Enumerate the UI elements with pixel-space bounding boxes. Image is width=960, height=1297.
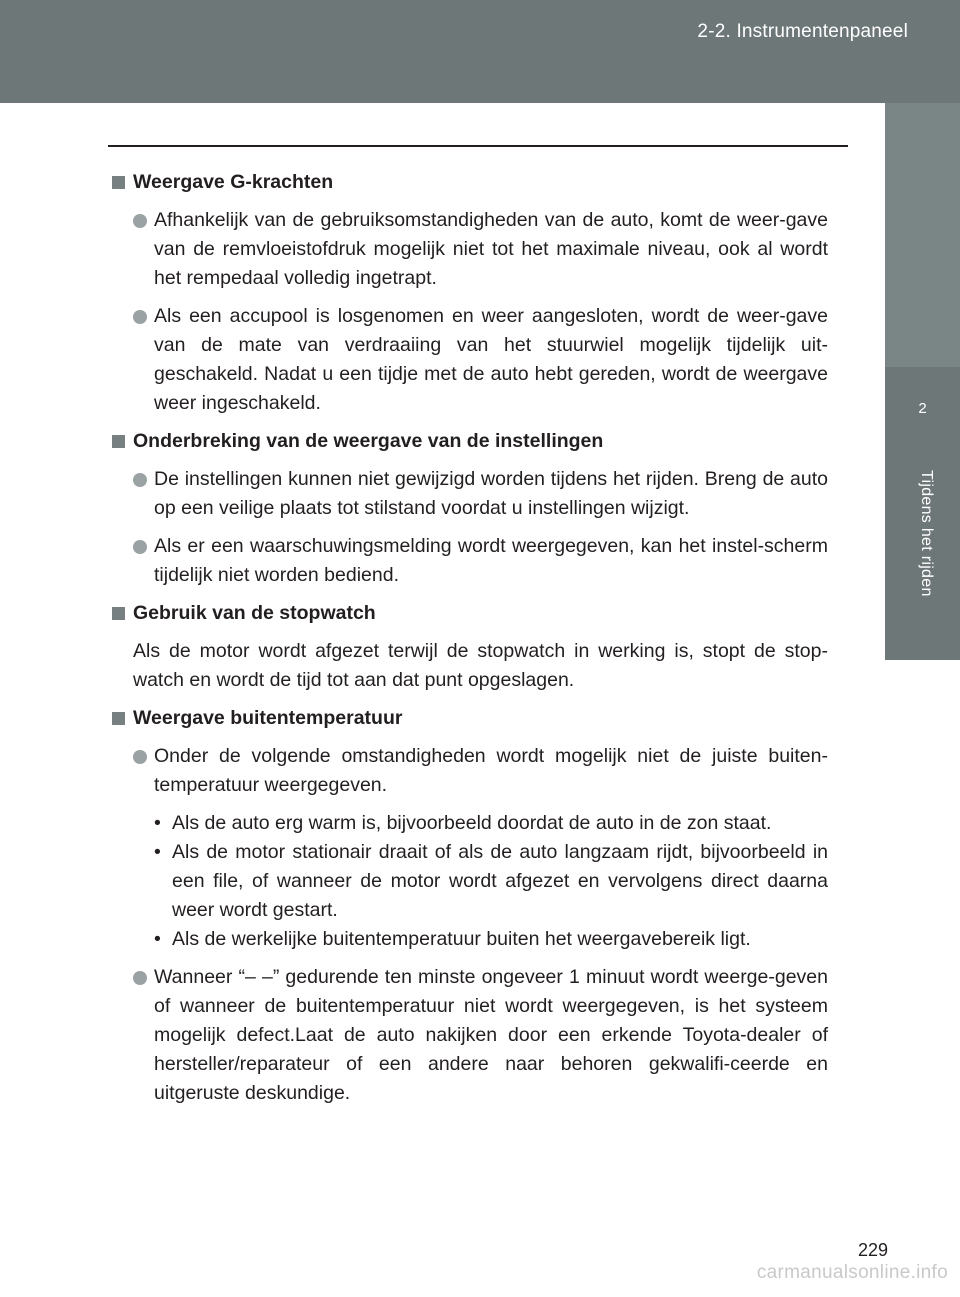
- square-bullet-icon: [112, 712, 125, 725]
- top-divider: [108, 145, 848, 147]
- dot-marker: •: [154, 812, 161, 834]
- list-item: Als een accupool is losgenomen en weer aangesloten, wordt de weer-gave van de mate van verdraaiing van het stuurwiel mogelijk tijdelijk uit-geschakeld. Nadat u een tijdje met de auto hebt gereden, wordt de weergave weer ingeschakeld.: [112, 302, 828, 418]
- list-item: Wanneer “– –” gedurende ten minste ongeveer 1 minuut wordt weerge-geven of wanneer de buitentemperatuur niet wordt weergegeven, is het systeem mogelijk defect.Laat de auto nakijken door een erkende Toyota-dealer of hersteller/reparateur of een andere naar behoren gekwalifi-ceerde en uitgeruste deskundige.: [112, 963, 828, 1108]
- circle-bullet-icon: [133, 971, 147, 985]
- sub-list-item: • Als de motor stationair draait of als de auto langzaam rijdt, bijvoorbeeld in een file, of wanneer de motor wordt afgezet en vervolgens direct daarna weer wordt gestart.: [112, 838, 828, 925]
- section-heading-settings-interruption: Onderbreking van de weergave van de instellingen: [112, 427, 828, 456]
- square-bullet-icon: [112, 176, 125, 189]
- square-bullet-icon: [112, 607, 125, 620]
- circle-bullet-icon: [133, 750, 147, 764]
- watermark: carmanualsonline.info: [756, 1262, 948, 1283]
- section-title: 2-2. Instrumentenpaneel: [697, 21, 908, 42]
- chapter-number: 2: [918, 400, 927, 417]
- square-bullet-icon: [112, 435, 125, 448]
- header-bar: [0, 0, 960, 103]
- main-content: [112, 168, 828, 1117]
- chapter-title: Tijdens het rijden: [918, 470, 935, 597]
- circle-bullet-icon: [133, 214, 147, 228]
- circle-bullet-icon: [133, 310, 147, 324]
- list-item: Als er een waarschuwingsmelding wordt weergegeven, kan het instel-scherm tijdelijk niet worden bediend.: [112, 532, 828, 590]
- sub-list-item: • Als de auto erg warm is, bijvoorbeeld doordat de auto in de zon staat.: [112, 809, 828, 838]
- section-heading-outside-temperature: Weergave buitentemperatuur: [112, 704, 828, 733]
- sub-list-item: • Als de werkelijke buitentemperatuur buiten het weergavebereik ligt.: [112, 925, 828, 954]
- list-item: Onder de volgende omstandigheden wordt mogelijk niet de juiste buiten-temperatuur weergegeven.: [112, 742, 828, 800]
- section-heading-g-forces: Weergave G-krachten: [112, 168, 828, 197]
- paragraph: Als de motor wordt afgezet terwijl de stopwatch in werking is, stopt de stop-watch en wordt de tijd tot aan dat punt opgeslagen.: [133, 640, 828, 691]
- list-item: De instellingen kunnen niet gewijzigd worden tijdens het rijden. Breng de auto op een veilige plaats tot stilstand voordat u instellingen wijzigt.: [112, 465, 828, 523]
- circle-bullet-icon: [133, 540, 147, 554]
- section-heading-stopwatch: Gebruik van de stopwatch: [112, 599, 828, 628]
- circle-bullet-icon: [133, 473, 147, 487]
- dot-marker: •: [154, 928, 161, 950]
- list-item: Afhankelijk van de gebruiksomstandigheden van de auto, komt de weer-gave van de remvloeistofdruk mogelijk niet tot het maximale niveau, ook al wordt het rempedaal volledig ingetrapt.: [112, 206, 828, 293]
- page-number: 229: [857, 1240, 888, 1260]
- sub-list: [112, 809, 828, 954]
- dot-marker: •: [154, 841, 161, 863]
- side-tab-spacer: [885, 103, 960, 367]
